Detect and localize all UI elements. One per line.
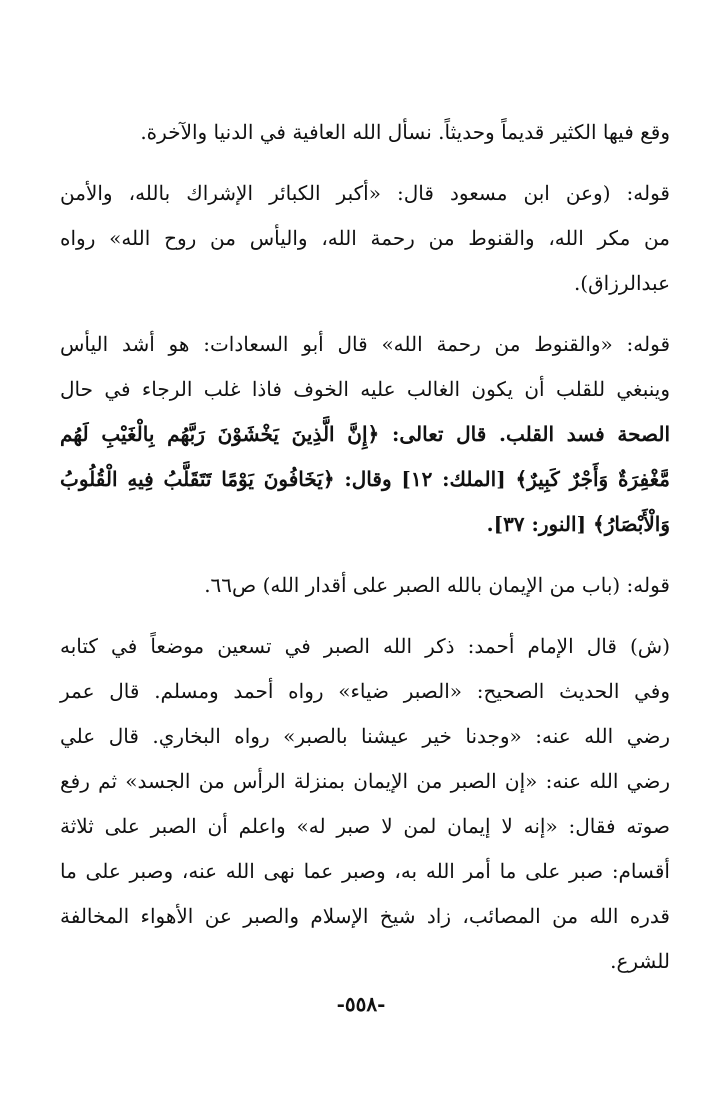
paragraph-qunut — [60, 322, 670, 547]
text-line: رضي الله عنه: «إن الصبر من الإيمان بمنزلة الرأس من الجسد» ثم رفع — [60, 769, 670, 793]
text-line: قدره الله من المصائب، زاد شيخ الإسلام والصبر عن الأهواء المخالفة — [60, 904, 670, 928]
text-line-quran: وَالْأَبْصَارُ﴾ [النور: ٣٧]. — [486, 512, 670, 536]
paragraph-bab-sabr — [60, 563, 670, 608]
text-line: وقع فيها الكثير قديماً وحديثاً. نسأل الله العافية في الدنيا والآخرة. — [140, 120, 670, 144]
text-line-quran: الصحة فسد القلب. قال تعالى: ﴿إِنَّ الَّذِينَ يَخْشَوْنَ رَبَّهُم بِالْغَيْبِ لَهُم — [60, 422, 670, 446]
text-line: رضي الله عنه: «وجدنا خير عيشنا بالصبر» رواه البخاري. قال علي — [60, 724, 670, 748]
text-line: قوله: «والقنوط من رحمة الله» قال أبو السعادات: هو أشد اليأس — [60, 332, 670, 356]
text-line: قوله: (وعن ابن مسعود قال: «أكبر الكبائر الإشراك بالله، والأمن — [60, 181, 670, 205]
text-line: عبدالرزاق). — [573, 271, 670, 295]
text-line: صوته فقال: «إنه لا إيمان لمن لا صبر له» واعلم أن الصبر على ثلاثة — [60, 814, 670, 838]
page-body — [60, 110, 670, 1000]
text-line: من مكر الله، والقنوط من رحمة الله، واليأس من روح الله» رواه — [60, 226, 670, 250]
page-number: -٥٥٨- — [336, 992, 386, 1016]
text-line: للشرع. — [610, 949, 670, 973]
paragraph-ibn-masud — [60, 171, 670, 306]
text-line: وينبغي للقلب أن يكون الغالب عليه الخوف فاذا غلب الرجاء في حال — [60, 377, 670, 401]
text-line: أقسام: صبر على ما أمر الله به، وصبر عما نهى الله عنه، وصبر على ما — [60, 859, 670, 883]
text-line: قوله: (باب من الإيمان بالله الصبر على أقدار الله) ص٦٦. — [204, 573, 670, 597]
paragraph-closing-previous — [60, 110, 670, 155]
paragraph-sharh — [60, 624, 670, 984]
text-line: وفي الحديث الصحيح: «الصبر ضياء» رواه أحمد ومسلم. قال عمر — [60, 679, 670, 703]
text-line-quran: مَّغْفِرَةٌ وَأَجْرٌ كَبِيرٌ﴾ [الملك: ١٢] وقال: ﴿يَخَافُونَ يَوْمًا تَتَقَلَّبُ فِيهِ الْقُلُوبُ — [60, 467, 670, 491]
text-line: (ش) قال الإمام أحمد: ذكر الله الصبر في تسعين موضعاً في كتابه — [60, 634, 670, 658]
